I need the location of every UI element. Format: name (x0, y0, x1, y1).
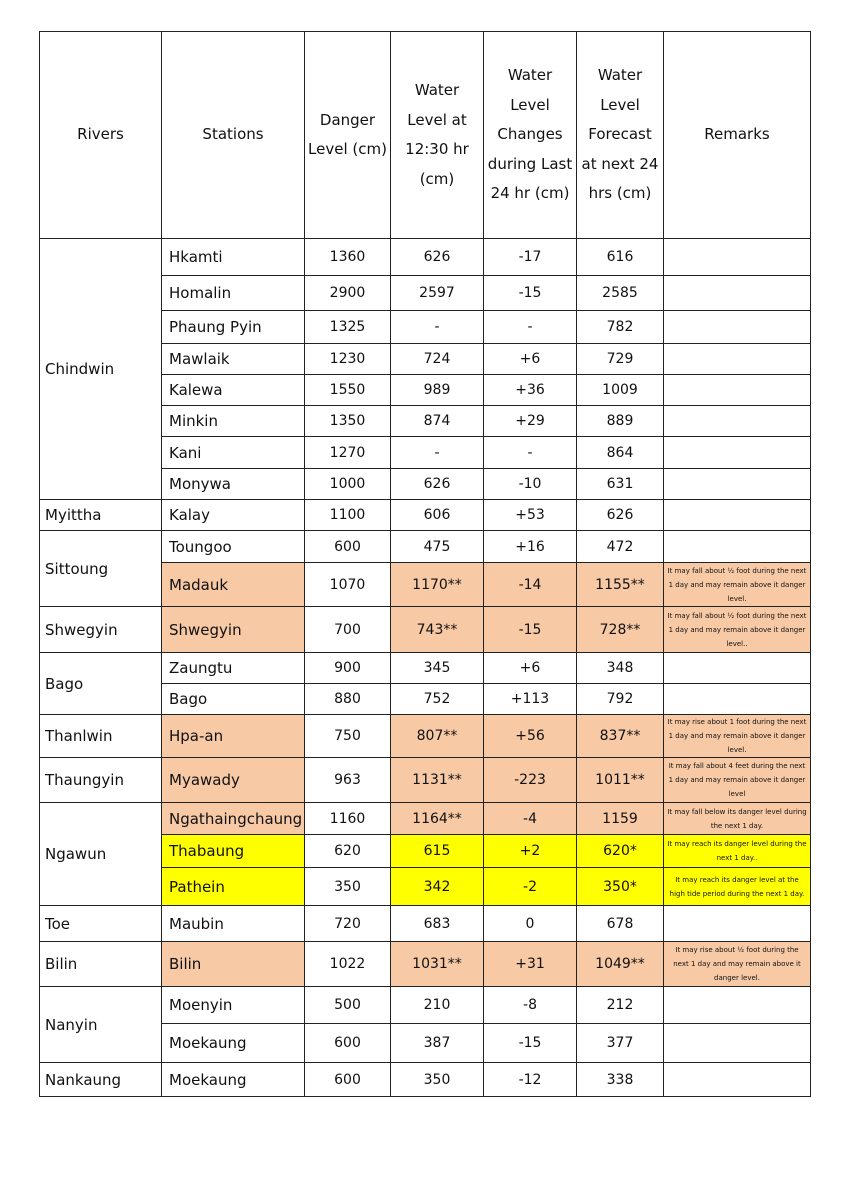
water-level-cell: 724 (391, 344, 484, 375)
water-level-cell: 1164** (391, 803, 484, 835)
remark-cell: It may rise about ½ foot during the next 1 day and may remain above it danger level. (664, 942, 811, 987)
forecast-cell: 377 (577, 1024, 664, 1063)
station-cell: Mawlaik (162, 344, 305, 375)
remark-cell (664, 344, 811, 375)
forecast-cell: 350* (577, 868, 664, 906)
station-cell: Kani (162, 437, 305, 469)
remark-cell: It may fall about 4 feet during the next 1 day and may remain above it danger level (664, 758, 811, 803)
danger-level-cell: 1070 (305, 563, 391, 607)
water-level-cell: 626 (391, 469, 484, 500)
table-row (40, 758, 811, 803)
forecast-cell: 729 (577, 344, 664, 375)
forecast-cell: 837** (577, 715, 664, 758)
station-cell: Moekaung (162, 1063, 305, 1097)
change-cell: -15 (484, 607, 577, 653)
water-level-cell: 345 (391, 653, 484, 684)
table-row (40, 987, 811, 1024)
table-row (40, 531, 811, 563)
station-cell: Madauk (162, 563, 305, 607)
remark-cell (664, 469, 811, 500)
danger-level-cell: 720 (305, 906, 391, 942)
station-cell: Toungoo (162, 531, 305, 563)
change-cell: -4 (484, 803, 577, 835)
danger-level-cell: 1270 (305, 437, 391, 469)
river-cell: Ngawun (40, 803, 162, 906)
river-cell: Thaungyin (40, 758, 162, 803)
station-cell: Hkamti (162, 239, 305, 276)
station-cell: Bilin (162, 942, 305, 987)
station-cell: Kalay (162, 500, 305, 531)
water-level-cell: 743** (391, 607, 484, 653)
forecast-cell: 1011** (577, 758, 664, 803)
station-cell: Phaung Pyin (162, 311, 305, 344)
river-cell: Sittoung (40, 531, 162, 607)
forecast-cell: 782 (577, 311, 664, 344)
river-cell: Bago (40, 653, 162, 715)
water-level-cell: 387 (391, 1024, 484, 1063)
change-cell: +113 (484, 684, 577, 715)
water-level-cell: 1131** (391, 758, 484, 803)
forecast-cell: 338 (577, 1063, 664, 1097)
station-cell: Ngathaingchaung (162, 803, 305, 835)
header-water-level-changes: Water Level Changes during Last 24 hr (cm) (484, 32, 577, 239)
change-cell: +53 (484, 500, 577, 531)
change-cell: +29 (484, 406, 577, 437)
danger-level-cell: 1000 (305, 469, 391, 500)
header-danger-level: Danger Level (cm) (305, 32, 391, 239)
remark-cell: It may rise about 1 foot during the next 1 day and may remain above it danger level. (664, 715, 811, 758)
water-level-cell: 1170** (391, 563, 484, 607)
change-cell: -15 (484, 1024, 577, 1063)
water-level-cell: 2597 (391, 276, 484, 311)
table-row (40, 500, 811, 531)
table-row (40, 1063, 811, 1097)
remark-cell: It may fall about ½ foot during the next 1 day and may remain above it danger level. (664, 563, 811, 607)
table-row (40, 239, 811, 276)
danger-level-cell: 1230 (305, 344, 391, 375)
station-cell: Bago (162, 684, 305, 715)
river-cell: Nankaung (40, 1063, 162, 1097)
change-cell: -223 (484, 758, 577, 803)
forecast-cell: 792 (577, 684, 664, 715)
table-row (40, 906, 811, 942)
forecast-cell: 212 (577, 987, 664, 1024)
forecast-cell: 889 (577, 406, 664, 437)
remark-cell: It may reach its danger level at the high tide period during the next 1 day. (664, 868, 811, 906)
change-cell: -14 (484, 563, 577, 607)
water-level-cell: 1031** (391, 942, 484, 987)
station-cell: Hpa-an (162, 715, 305, 758)
water-level-cell: 874 (391, 406, 484, 437)
table-row (40, 942, 811, 987)
danger-level-cell: 500 (305, 987, 391, 1024)
table-body (40, 239, 811, 1097)
change-cell: +6 (484, 344, 577, 375)
station-cell: Pathein (162, 868, 305, 906)
forecast-cell: 348 (577, 653, 664, 684)
header-rivers: Rivers (40, 32, 162, 239)
remark-cell (664, 987, 811, 1024)
water-level-cell: 210 (391, 987, 484, 1024)
forecast-cell: 620* (577, 835, 664, 868)
change-cell: +16 (484, 531, 577, 563)
forecast-cell: 1159 (577, 803, 664, 835)
forecast-cell: 631 (577, 469, 664, 500)
station-cell: Zaungtu (162, 653, 305, 684)
danger-level-cell: 1350 (305, 406, 391, 437)
danger-level-cell: 600 (305, 1024, 391, 1063)
header-water-level: Water Level at 12:30 hr (cm) (391, 32, 484, 239)
remark-cell: It may fall below its danger level during the next 1 day. (664, 803, 811, 835)
forecast-cell: 1009 (577, 375, 664, 406)
danger-level-cell: 963 (305, 758, 391, 803)
water-level-cell: 683 (391, 906, 484, 942)
danger-level-cell: 600 (305, 1063, 391, 1097)
remark-cell (664, 437, 811, 469)
danger-level-cell: 700 (305, 607, 391, 653)
table-row (40, 803, 811, 835)
remark-cell (664, 375, 811, 406)
water-level-cell: - (391, 437, 484, 469)
water-level-cell: 342 (391, 868, 484, 906)
water-level-cell: 807** (391, 715, 484, 758)
water-level-cell: - (391, 311, 484, 344)
station-cell: Maubin (162, 906, 305, 942)
danger-level-cell: 1100 (305, 500, 391, 531)
table-row (40, 653, 811, 684)
change-cell: 0 (484, 906, 577, 942)
danger-level-cell: 350 (305, 868, 391, 906)
change-cell: - (484, 437, 577, 469)
forecast-cell: 1049** (577, 942, 664, 987)
river-cell: Myittha (40, 500, 162, 531)
station-cell: Myawady (162, 758, 305, 803)
danger-level-cell: 1325 (305, 311, 391, 344)
station-cell: Moekaung (162, 1024, 305, 1063)
water-level-cell: 752 (391, 684, 484, 715)
forecast-cell: 626 (577, 500, 664, 531)
forecast-cell: 864 (577, 437, 664, 469)
station-cell: Monywa (162, 469, 305, 500)
forecast-cell: 616 (577, 239, 664, 276)
header-remarks: Remarks (664, 32, 811, 239)
danger-level-cell: 620 (305, 835, 391, 868)
station-cell: Shwegyin (162, 607, 305, 653)
table-row (40, 715, 811, 758)
change-cell: +31 (484, 942, 577, 987)
forecast-cell: 2585 (577, 276, 664, 311)
danger-level-cell: 900 (305, 653, 391, 684)
station-cell: Homalin (162, 276, 305, 311)
remark-cell: It may reach its danger level during the next 1 day.. (664, 835, 811, 868)
header-row (40, 32, 811, 239)
river-cell: Chindwin (40, 239, 162, 500)
header-water-level-forecast: Water Level Forecast at next 24 hrs (cm) (577, 32, 664, 239)
remark-cell (664, 239, 811, 276)
forecast-cell: 472 (577, 531, 664, 563)
station-cell: Moenyin (162, 987, 305, 1024)
station-cell: Thabaung (162, 835, 305, 868)
remark-cell (664, 406, 811, 437)
station-cell: Minkin (162, 406, 305, 437)
danger-level-cell: 1360 (305, 239, 391, 276)
change-cell: -12 (484, 1063, 577, 1097)
water-level-table (39, 31, 811, 1097)
remark-cell (664, 906, 811, 942)
danger-level-cell: 880 (305, 684, 391, 715)
danger-level-cell: 750 (305, 715, 391, 758)
danger-level-cell: 1550 (305, 375, 391, 406)
forecast-cell: 728** (577, 607, 664, 653)
river-cell: Toe (40, 906, 162, 942)
river-cell: Nanyin (40, 987, 162, 1063)
water-level-cell: 350 (391, 1063, 484, 1097)
river-cell: Shwegyin (40, 607, 162, 653)
remark-cell (664, 1024, 811, 1063)
change-cell: -15 (484, 276, 577, 311)
water-level-cell: 989 (391, 375, 484, 406)
change-cell: -8 (484, 987, 577, 1024)
remark-cell (664, 1063, 811, 1097)
danger-level-cell: 1160 (305, 803, 391, 835)
forecast-cell: 1155** (577, 563, 664, 607)
remark-cell: It may fall about ½ foot during the next 1 day and may remain above it danger level.. (664, 607, 811, 653)
change-cell: -2 (484, 868, 577, 906)
station-cell: Kalewa (162, 375, 305, 406)
remark-cell (664, 276, 811, 311)
danger-level-cell: 1022 (305, 942, 391, 987)
forecast-cell: 678 (577, 906, 664, 942)
river-cell: Thanlwin (40, 715, 162, 758)
danger-level-cell: 2900 (305, 276, 391, 311)
remark-cell (664, 684, 811, 715)
change-cell: -17 (484, 239, 577, 276)
change-cell: +6 (484, 653, 577, 684)
remark-cell (664, 500, 811, 531)
water-level-cell: 606 (391, 500, 484, 531)
change-cell: -10 (484, 469, 577, 500)
remark-cell (664, 531, 811, 563)
table-row (40, 607, 811, 653)
change-cell: - (484, 311, 577, 344)
danger-level-cell: 600 (305, 531, 391, 563)
header-stations: Stations (162, 32, 305, 239)
change-cell: +36 (484, 375, 577, 406)
remark-cell (664, 311, 811, 344)
change-cell: +56 (484, 715, 577, 758)
water-level-cell: 475 (391, 531, 484, 563)
river-cell: Bilin (40, 942, 162, 987)
water-level-cell: 615 (391, 835, 484, 868)
remark-cell (664, 653, 811, 684)
change-cell: +2 (484, 835, 577, 868)
water-level-cell: 626 (391, 239, 484, 276)
